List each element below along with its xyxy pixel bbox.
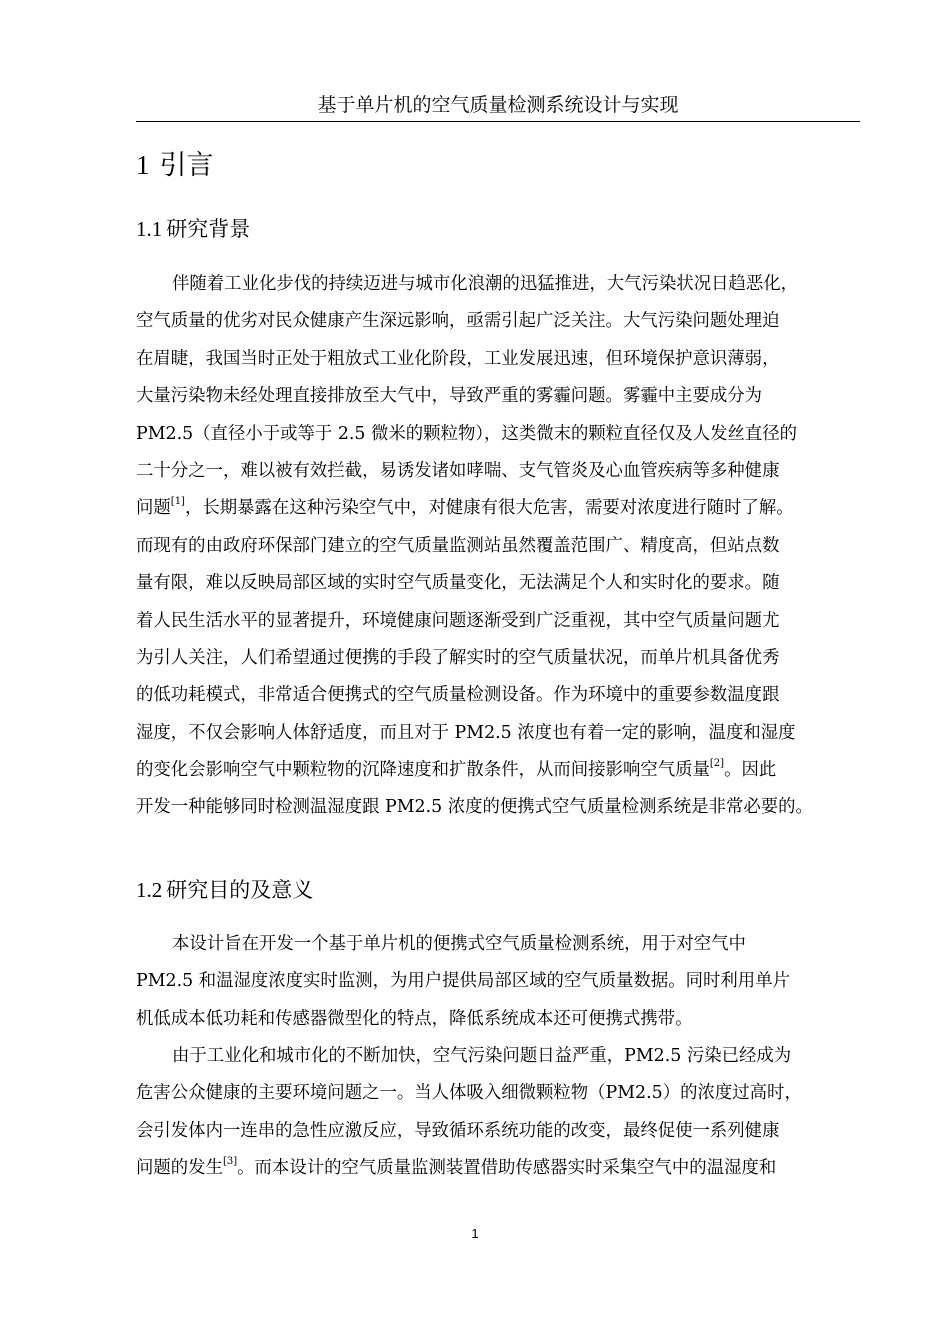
page-number: 1	[471, 1226, 479, 1241]
chapter-number: 1	[136, 150, 150, 180]
text-line: 为引人关注，人们希望通过便携的手段了解实时的空气质量状况，而单片机具备优秀	[136, 647, 780, 668]
text-segment: 问题	[136, 498, 171, 519]
text-line: 湿度，不仅会影响人体舒适度，而且对于 PM2.5 浓度也有着一定的影响，温度和湿度	[136, 722, 796, 743]
text-line: 大量污染物未经处理直接排放至大气中，导致严重的雾霾问题。雾霾中主要成分为	[136, 386, 763, 407]
paragraph-research-background	[136, 266, 860, 827]
text-line: PM2.5 和温湿度浓度实时监测，为用户提供局部区域的空气质量数据。同时利用单片	[136, 971, 790, 992]
text-line: 伴随着工业化步伐的持续迈进与城市化浪潮的迅猛推进，大气污染状况日趋恶化，	[172, 274, 799, 294]
section-heading-1-1	[136, 215, 250, 243]
section-number: 1.1	[136, 217, 163, 241]
citation-ref-1: [1]	[170, 496, 185, 508]
citation-ref-3: [3]	[222, 1156, 238, 1168]
text-segment: ，长期暴露在这种污染空气中，对健康有很大危害，需要对浓度进行随时了解。	[184, 498, 794, 519]
text-line: 本设计旨在开发一个基于单片机的便携式空气质量检测系统，用于对空气中	[172, 934, 746, 954]
section-number: 1.2	[136, 878, 163, 902]
citation-ref-2: [2]	[709, 758, 725, 770]
text-line: PM2.5（直径小于或等于 2.5 微米的颗粒物），这类微末的颗粒直径仅及人发丝直径的	[136, 423, 798, 444]
section-title: 研究背景	[166, 217, 251, 241]
text-line: 量有限，难以反映局部区域的实时空气质量变化，无法满足个人和实时化的要求。随	[136, 573, 780, 594]
text-segment: 。而本设计的空气质量监测装置借助传感器实时采集空气中的温湿度和	[237, 1158, 777, 1179]
text-line: 开发一种能够同时检测温湿度跟 PM2.5 浓度的便携式空气质量检测系统是非常必要的。	[136, 797, 813, 818]
text-line	[136, 490, 860, 527]
text-line: 着人民生活水平的显著提升，环境健康问题逐渐受到广泛重视，其中空气质量问题尤	[136, 610, 780, 631]
paragraph-research-significance	[136, 1038, 860, 1188]
text-line: 会引发体内一连串的急性应激反应，导致循环系统功能的改变，最终促使一系列健康	[136, 1120, 780, 1141]
text-line: 的低功耗模式，非常适合便携式的空气质量检测设备。作为环境中的重要参数温度跟	[136, 685, 780, 706]
text-line: 二十分之一，难以被有效拦截，易诱发诸如哮喘、支气管炎及心血管疾病等多种健康	[136, 460, 780, 481]
text-line	[136, 752, 860, 789]
running-header: 基于单片机的空气质量检测系统设计与实现	[136, 92, 860, 122]
chapter-title: 引言	[159, 150, 214, 181]
text-segment: 问题的发生	[136, 1158, 223, 1179]
text-line: 危害公众健康的主要环境问题之一。当人体吸入细微颗粒物（PM2.5）的浓度过高时，	[136, 1083, 802, 1104]
text-line: 在眉睫，我国当时正处于粗放式工业化阶段，工业发展迅速，但环境保护意识薄弱，	[136, 348, 780, 369]
text-line: 机低成本低功耗和传感器微型化的特点，降低系统成本还可便携式携带。	[136, 1008, 693, 1029]
text-segment: 的变化会影响空气中颗粒物的沉降速度和扩散条件，从而间接影响空气质量	[136, 760, 710, 781]
text-segment: 。因此	[724, 760, 777, 781]
text-line: 由于工业化和城市化的不断加快，空气污染问题日益严重，PM2.5 污染已经成为	[172, 1046, 792, 1066]
text-line	[136, 1150, 860, 1187]
paragraph-research-purpose	[136, 926, 860, 1038]
section-heading-1-2	[136, 876, 313, 904]
text-line: 而现有的由政府环保部门建立的空气质量监测站虽然覆盖范围广、精度高，但站点数	[136, 535, 780, 556]
chapter-heading	[136, 148, 214, 183]
text-line: 空气质量的优劣对民众健康产生深远影响，亟需引起广泛关注。大气污染问题处理迫	[136, 311, 780, 332]
section-title: 研究目的及意义	[166, 878, 314, 902]
